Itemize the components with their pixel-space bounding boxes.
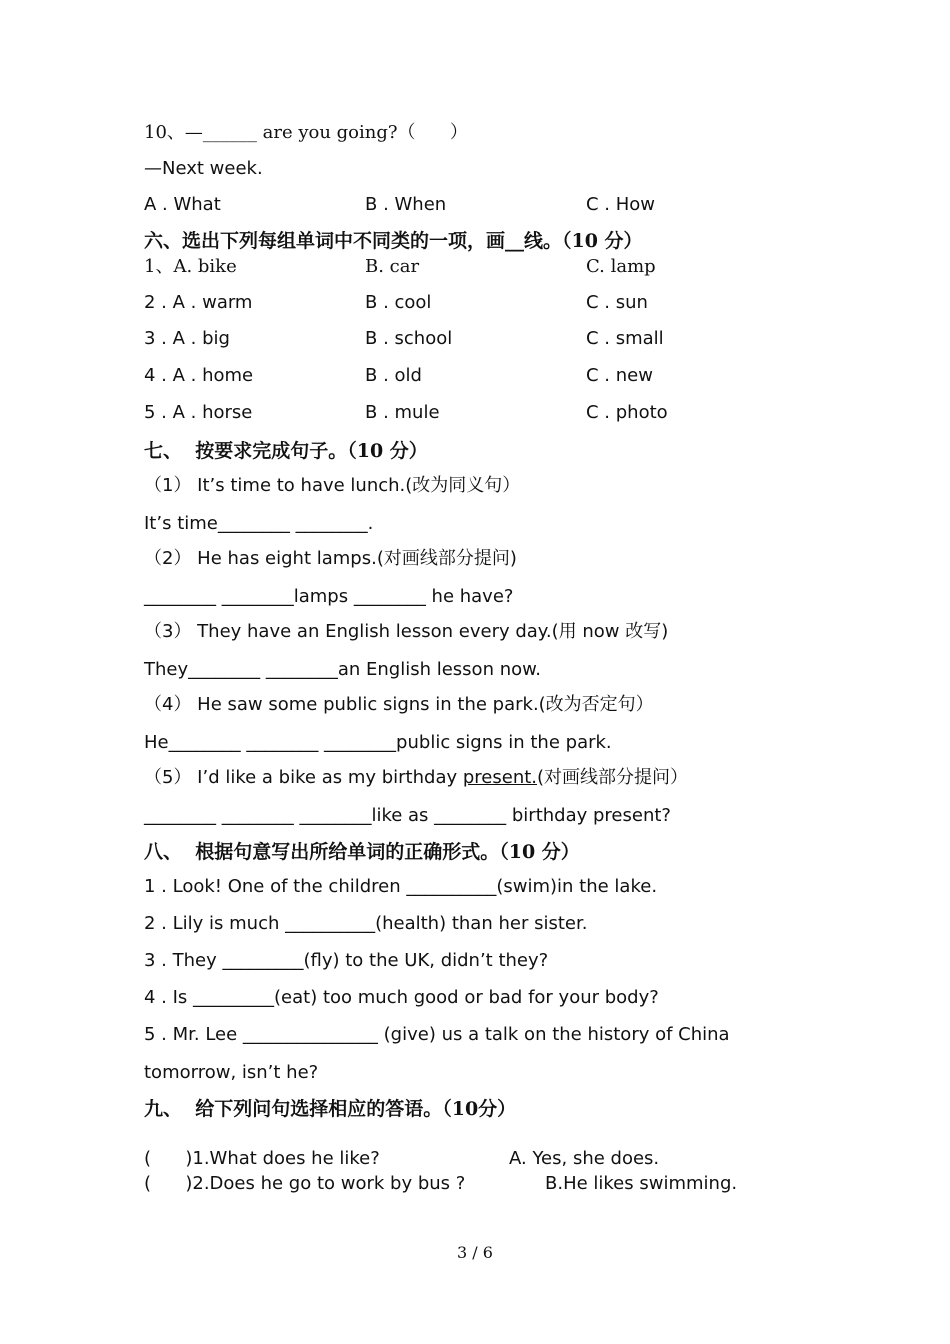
option-c: C . How bbox=[586, 194, 656, 215]
question-10: 10、—______ are you going?（ ） bbox=[144, 122, 468, 143]
section-7-answer-4: He________ ________ ________public signs in the park. bbox=[144, 732, 612, 753]
section-7-prompt-1: （1） It’s time to have lunch.(改为同义句） bbox=[144, 475, 521, 496]
section-6-title: 六、选出下列每组单词中不同类的一项，画__线。（10 分） bbox=[144, 230, 643, 252]
option-b: B . When bbox=[365, 194, 447, 215]
section-9-answer-a: A. Yes, she does. bbox=[509, 1148, 660, 1169]
row-5-b: B . mule bbox=[365, 402, 440, 423]
option-a: A . What bbox=[144, 194, 221, 215]
section-8-line-3: 3 . They _________(fly) to the UK, didn’t they? bbox=[144, 950, 549, 971]
row-2-b: B . cool bbox=[365, 292, 432, 313]
section-7-prompt-3: （3） They have an English lesson every day.(用 now 改写) bbox=[144, 621, 669, 642]
row-3-b: B . school bbox=[365, 328, 453, 349]
row-4-a: 4 . A . home bbox=[144, 365, 254, 386]
section-7-answer-1: It’s time________ ________. bbox=[144, 513, 374, 534]
row-4-b: B . old bbox=[365, 365, 422, 386]
section-8-line-5: 5 . Mr. Lee _______________ (give) us a talk on the history of China bbox=[144, 1024, 730, 1045]
section-9-question-1: ( )1.What does he like? bbox=[144, 1148, 380, 1169]
prompt-5-instruction: (对画线部分提问） bbox=[537, 767, 689, 788]
section-8-title: 八、 根据句意写出所给单词的正确形式。（10 分） bbox=[144, 841, 580, 863]
page-number: 3 / 6 bbox=[457, 1243, 493, 1262]
question-10-answer: —Next week. bbox=[144, 158, 263, 179]
row-1-a: 1、A. bike bbox=[144, 256, 237, 277]
section-7-title: 七、 按要求完成句子。（10 分） bbox=[144, 440, 428, 462]
section-7-prompt-2: （2） He has eight lamps.(对画线部分提问) bbox=[144, 548, 517, 569]
section-7-answer-2: ________ ________lamps ________ he have? bbox=[144, 586, 514, 607]
row-1-c: C. lamp bbox=[586, 256, 656, 277]
row-1-b: B. car bbox=[365, 256, 420, 277]
section-9-answer-b: B.He likes swimming. bbox=[545, 1173, 738, 1194]
row-2-c: C . sun bbox=[586, 292, 648, 313]
row-2-a: 2 . A . warm bbox=[144, 292, 253, 313]
section-8-line-6: tomorrow, isn’t he? bbox=[144, 1062, 319, 1083]
section-7-answer-3: They________ ________an English lesson now. bbox=[144, 659, 541, 680]
section-8-line-1: 1 . Look! One of the children __________(swim)in the lake. bbox=[144, 876, 658, 897]
row-4-c: C . new bbox=[586, 365, 653, 386]
section-9-question-2: ( )2.Does he go to work by bus ? bbox=[144, 1173, 466, 1194]
row-5-a: 5 . A . horse bbox=[144, 402, 253, 423]
prompt-5-text: （5） I’d like a bike as my birthday bbox=[144, 767, 463, 788]
section-7-answer-5: ________ ________ ________like as ________ birthday present? bbox=[144, 805, 671, 826]
section-8-line-2: 2 . Lily is much __________(health) than her sister. bbox=[144, 913, 588, 934]
section-7-prompt-5 bbox=[144, 766, 688, 790]
section-8-line-4: 4 . Is _________(eat) too much good or bad for your body? bbox=[144, 987, 659, 1008]
row-3-c: C . small bbox=[586, 328, 664, 349]
row-5-c: C . photo bbox=[586, 402, 668, 423]
section-9-title: 九、 给下列问句选择相应的答语。（10分） bbox=[144, 1098, 517, 1120]
prompt-5-underlined-word: present. bbox=[462, 767, 538, 788]
row-3-a: 3 . A . big bbox=[144, 328, 230, 349]
section-7-prompt-4: （4） He saw some public signs in the park.(改为否定句） bbox=[144, 694, 654, 715]
